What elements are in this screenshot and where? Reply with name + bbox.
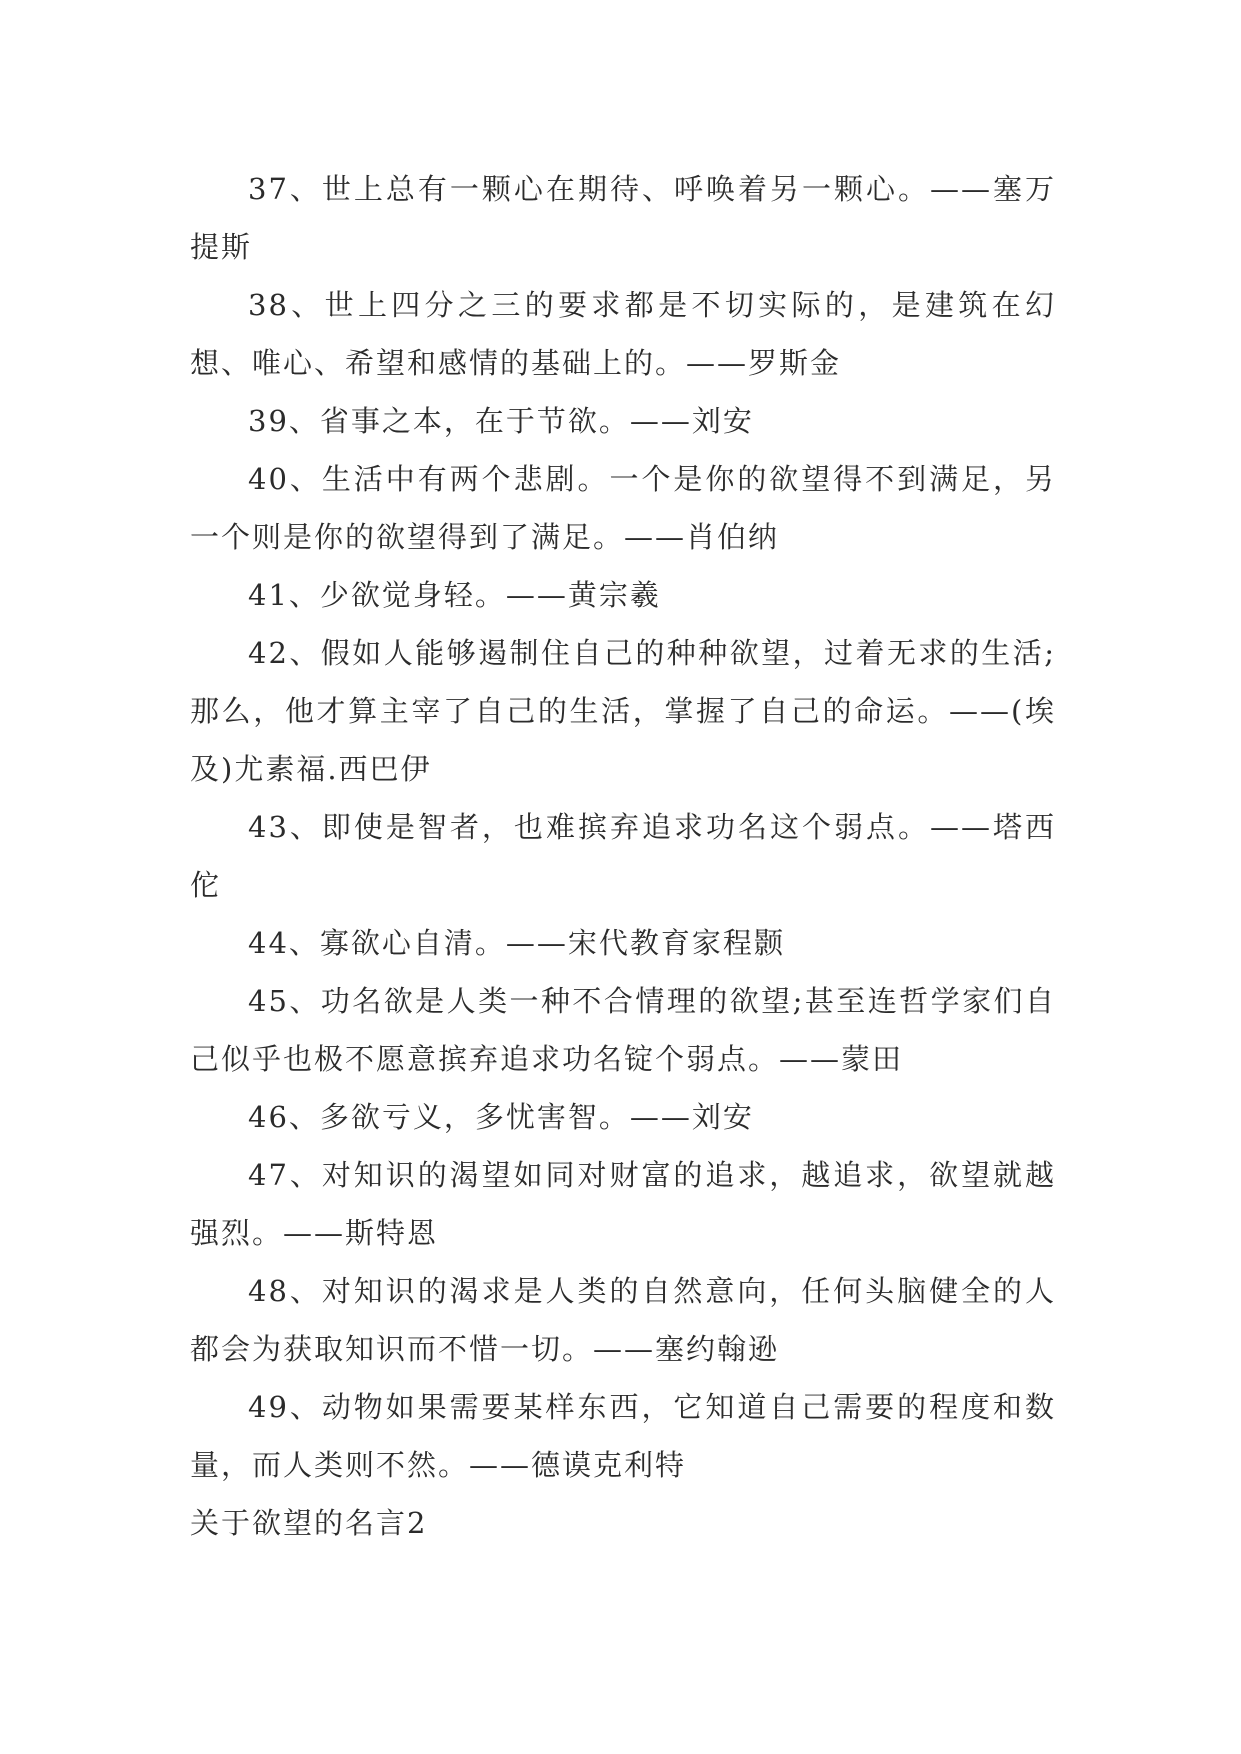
quote-paragraph-42: 42、假如人能够遏制住自己的种种欲望，过着无求的生活;那么，他才算主宰了自己的生活，掌握了自己的命运。——(埃及)尤素福.西巴伊	[190, 636, 1056, 786]
quote-paragraph-47: 47、对知识的渴望如同对财富的追求，越追求，欲望就越强烈。——斯特恩	[190, 1158, 1056, 1250]
quote-paragraph-49: 49、动物如果需要某样东西，它知道自己需要的程度和数量，而人类则不然。——德谟克利特	[190, 1390, 1056, 1482]
quote-paragraph-48: 48、对知识的渴求是人类的自然意向，任何头脑健全的人都会为获取知识而不惜一切。——塞约翰逊	[190, 1274, 1056, 1366]
section-heading: 关于欲望的名言2	[190, 1506, 428, 1540]
quote-paragraph-39: 39、省事之本，在于节欲。——刘安	[248, 404, 754, 438]
quote-paragraph-41: 41、少欲觉身轻。——黄宗羲	[248, 578, 661, 612]
quote-paragraph-45: 45、功名欲是人类一种不合情理的欲望;甚至连哲学家们自己似乎也极不愿意摈弃追求功名锭个弱点。——蒙田	[190, 984, 1056, 1076]
quote-paragraph-43: 43、即使是智者，也难摈弃追求功名这个弱点。——塔西佗	[190, 810, 1056, 902]
quote-paragraph-46: 46、多欲亏义，多忧害智。——刘安	[248, 1100, 754, 1134]
document-body	[190, 160, 1056, 1552]
quote-paragraph-37: 37、世上总有一颗心在期待、呼唤着另一颗心。——塞万提斯	[190, 172, 1056, 264]
quote-paragraph-44: 44、寡欲心自清。——宋代教育家程颢	[248, 926, 785, 960]
quote-paragraph-38: 38、世上四分之三的要求都是不切实际的，是建筑在幻想、唯心、希望和感情的基础上的。——罗斯金	[190, 288, 1056, 380]
quote-paragraph-40: 40、生活中有两个悲剧。一个是你的欲望得不到满足，另一个则是你的欲望得到了满足。——肖伯纳	[190, 462, 1056, 554]
